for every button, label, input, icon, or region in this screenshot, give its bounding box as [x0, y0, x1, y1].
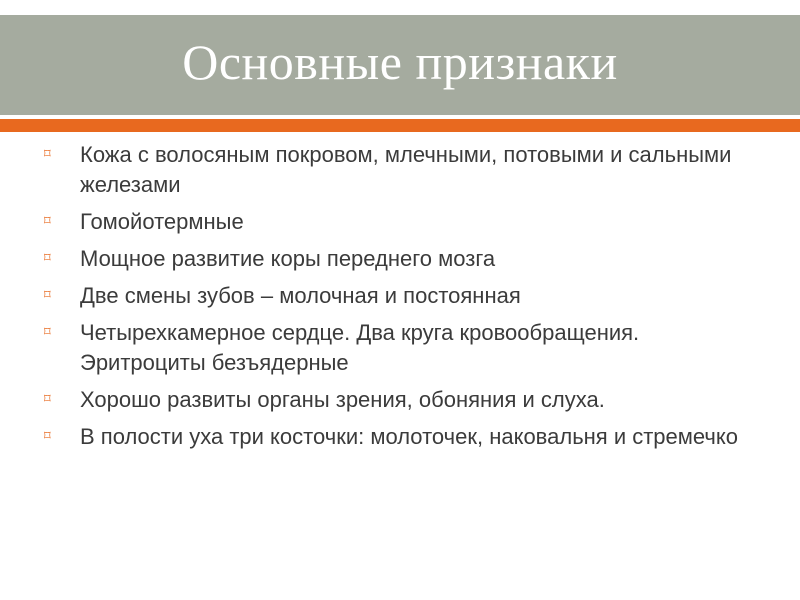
bullet-item: [44, 281, 764, 311]
title-bar: [0, 15, 800, 115]
bullet-text: Две смены зубов – молочная и постоянная: [80, 283, 521, 308]
bullet-marker-icon: ⌑: [44, 392, 51, 407]
bullet-item: [44, 385, 764, 415]
bullet-marker-icon: ⌑: [44, 288, 51, 303]
bullet-list: [44, 140, 764, 459]
slide-title: Основные признаки: [182, 34, 618, 90]
bullet-marker-icon: ⌑: [44, 251, 51, 266]
bullet-item: [44, 140, 764, 200]
bullet-marker-icon: ⌑: [44, 429, 51, 444]
bullet-marker-icon: ⌑: [44, 214, 51, 229]
bullet-text: Хорошо развиты органы зрения, обоняния и слуха.: [80, 387, 605, 412]
bullet-marker-icon: ⌑: [44, 147, 51, 162]
bullet-item: [44, 207, 764, 237]
bullet-marker-icon: ⌑: [44, 325, 51, 340]
bullet-text: Мощное развитие коры переднего мозга: [80, 246, 496, 271]
bullet-item: [44, 422, 764, 452]
bullet-text: Четырехкамерное сердце. Два круга кровообращения. Эритроциты безъядерные: [80, 320, 640, 375]
bullet-text: Гомойотермные: [80, 209, 244, 234]
accent-divider: [0, 119, 800, 132]
bullet-text: В полости уха три косточки: молоточек, наковальня и стремечко: [80, 424, 738, 449]
bullet-item: [44, 318, 764, 378]
bullet-text: Кожа с волосяным покровом, млечными, потовыми и сальными железами: [80, 142, 732, 197]
bullet-item: [44, 244, 764, 274]
